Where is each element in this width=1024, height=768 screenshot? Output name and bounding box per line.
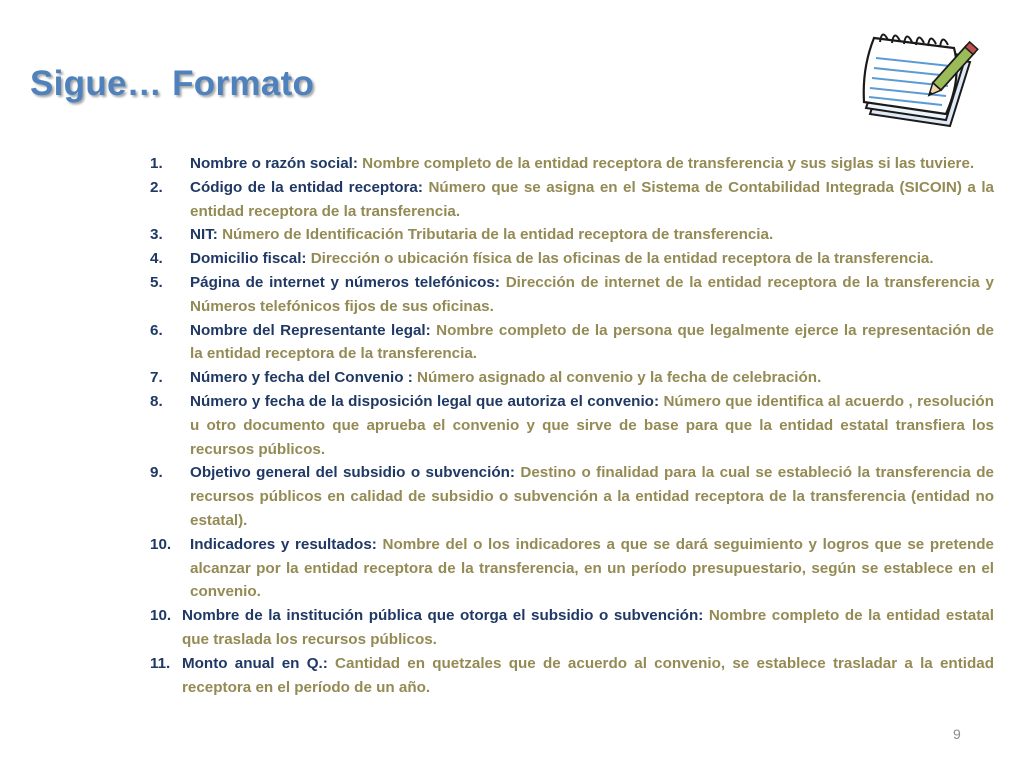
item-number: 11. bbox=[150, 654, 171, 672]
item-label: Objetivo general del subsidio o subvención: bbox=[190, 464, 515, 482]
field-definitions-list bbox=[150, 152, 994, 699]
item-label: Nombre del Representante legal: bbox=[190, 321, 431, 339]
list-item bbox=[150, 604, 994, 652]
notepad-pencil-icon bbox=[858, 18, 986, 136]
list-item bbox=[150, 390, 994, 461]
item-description: Cantidad en quetzales que de acuerdo al convenio, se establece trasladar a la entidad receptora en el período de un año. bbox=[182, 654, 994, 696]
item-label: Página de internet y números telefónicos: bbox=[190, 273, 500, 291]
item-number: 3. bbox=[150, 226, 163, 244]
slide-number: 9 bbox=[953, 726, 961, 742]
list-item bbox=[150, 461, 994, 532]
item-number: 6. bbox=[150, 321, 163, 339]
list-item bbox=[150, 319, 994, 367]
item-description: Destino o finalidad para la cual se estableció la transferencia de recursos públicos en calidad de subsidio o subvención a la entidad receptora de la transferencia (entidad no estatal). bbox=[190, 464, 994, 529]
item-description: Número de Identificación Tributaria de la entidad receptora de transferencia. bbox=[217, 226, 774, 244]
list-item bbox=[150, 533, 994, 604]
item-description: Dirección o ubicación física de las oficinas de la entidad receptora de la transferencia. bbox=[306, 250, 934, 268]
item-description: Número que se asigna en el Sistema de Contabilidad Integrada (SICOIN) a la entidad receptora de la transferencia. bbox=[190, 178, 995, 220]
list-item bbox=[150, 271, 994, 319]
item-label: Nombre de la institución pública que otorga el subsidio o subvención: bbox=[182, 607, 704, 625]
list-item bbox=[150, 247, 994, 271]
item-label: Código de la entidad receptora: bbox=[190, 178, 423, 196]
item-number: 10. bbox=[150, 607, 172, 625]
item-description: Número que identifica al acuerdo , resolución u otro documento que aprueba el convenio y que sirve de base para que la entidad estatal transfiera los recursos públicos. bbox=[190, 392, 994, 458]
item-label: Número y fecha del Convenio : bbox=[190, 369, 413, 387]
item-description: Número asignado al convenio y la fecha de celebración. bbox=[412, 369, 822, 387]
item-number: 5. bbox=[150, 273, 163, 291]
item-label: Domicilio fiscal: bbox=[190, 250, 307, 268]
list-item bbox=[150, 152, 994, 176]
item-description: Dirección de internet de la entidad receptora de la transferencia y Números telefónicos fijos de sus oficinas. bbox=[190, 273, 994, 315]
list-item bbox=[150, 366, 994, 390]
item-description: Nombre completo de la persona que legalmente ejerce la representación de la entidad receptora de la transferencia. bbox=[190, 321, 994, 363]
item-description: Nombre del o los indicadores a que se dará seguimiento y logros que se pretende alcanzar por la entidad receptora de la transferencia, en un período presupuestario, según se establece en el convenio. bbox=[190, 535, 995, 601]
item-number: 2. bbox=[150, 178, 163, 196]
item-number: 8. bbox=[150, 392, 163, 410]
item-label: NIT: bbox=[190, 226, 218, 244]
item-number: 9. bbox=[150, 464, 163, 482]
list-item bbox=[150, 223, 994, 247]
item-number: 7. bbox=[150, 369, 163, 387]
item-description: Nombre completo de la entidad receptora de transferencia y sus siglas si las tuviere. bbox=[357, 155, 975, 172]
item-number: 1. bbox=[150, 155, 163, 172]
item-label: Nombre o razón social: bbox=[190, 155, 358, 172]
item-label: Monto anual en Q.: bbox=[182, 654, 328, 672]
list-item bbox=[150, 176, 994, 224]
slide-title: Sigue… Formato bbox=[30, 64, 315, 103]
item-number: 10. bbox=[150, 535, 172, 553]
item-label: Indicadores y resultados: bbox=[190, 535, 377, 553]
item-number: 4. bbox=[150, 250, 163, 268]
list-item bbox=[150, 652, 994, 700]
item-description: Nombre completo de la entidad estatal que traslada los recursos públicos. bbox=[182, 607, 994, 648]
item-label: Número y fecha de la disposición legal que autoriza el convenio: bbox=[190, 392, 660, 410]
